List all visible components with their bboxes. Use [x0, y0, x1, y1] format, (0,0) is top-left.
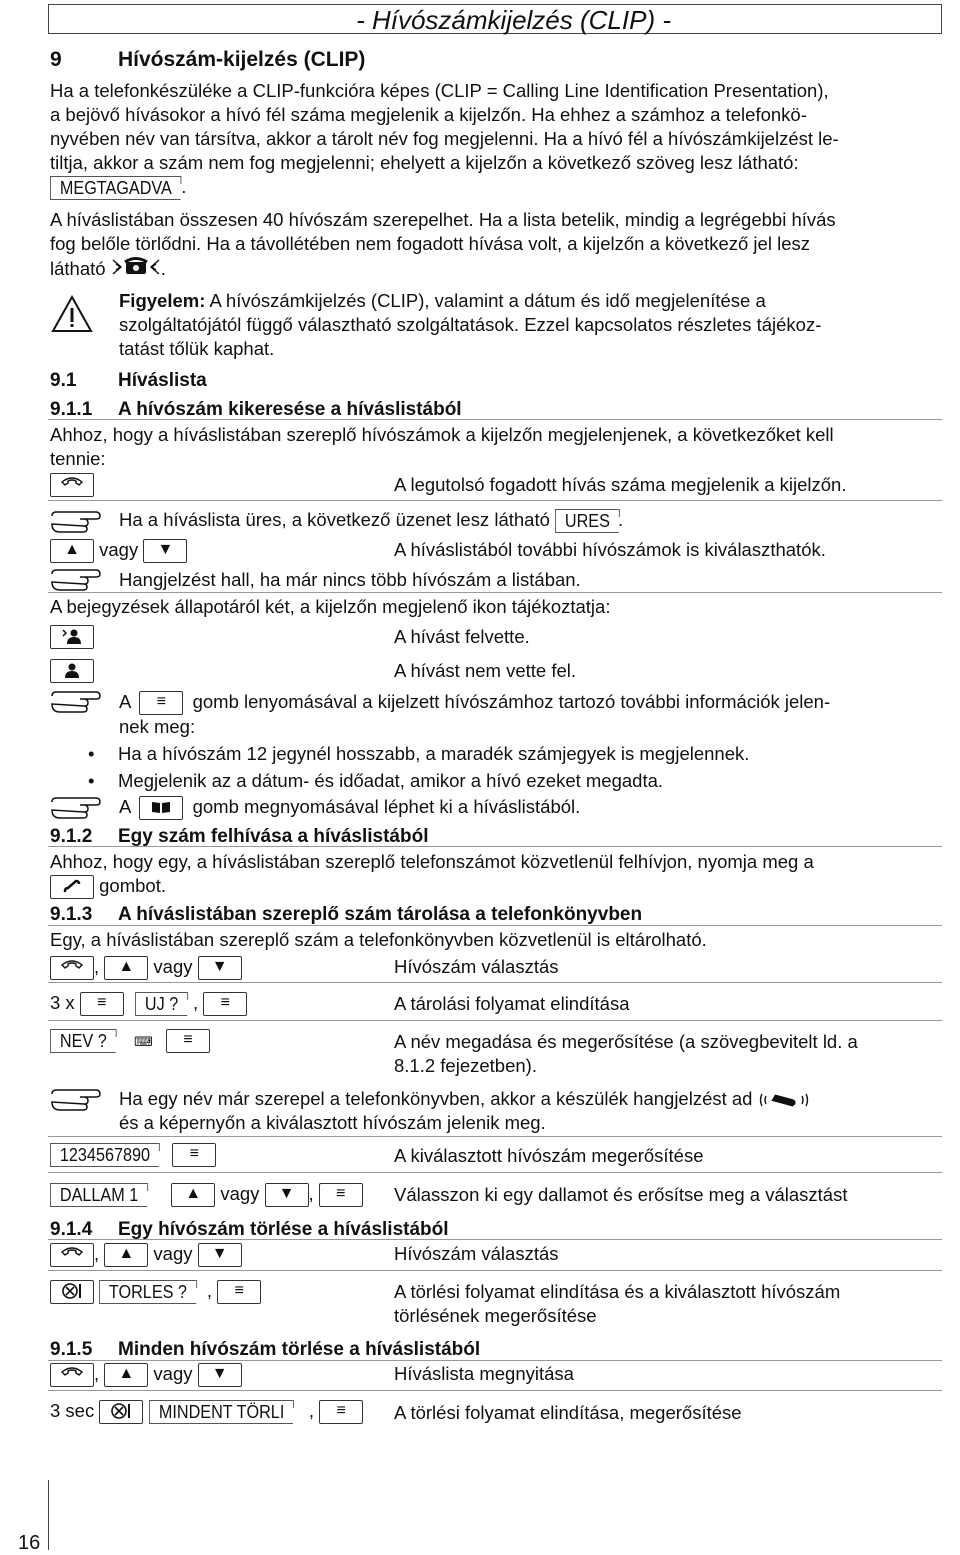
note-name-exists: Ha egy név már szerepel a telefonkönyvben, akkor a készülék hangjelzést ad és a képernyőn a kiválasztott hívószám jelenik meg.: [119, 1087, 944, 1135]
pointing-hand-icon: [50, 794, 110, 820]
missed-text: A hívást nem vette fel.: [394, 660, 577, 681]
divider: [48, 592, 942, 593]
section-9-paragraph-1: Ha a telefonkészüléke a CLIP-funkcióra képes (CLIP = Calling Line Identification Presentation), a bejövő hívásokor a hívó fél száma megjelenik a kijelzőn. Ha ehhez a számhoz a telefonkö- nyvében név van társítva, akkor a tárolt név fog megjelenni. Ha a hívó fél a hívószámkijelzést le- tiltja, akkor a szám nem fog megjelenni; ehelyett a kijelzőn a következő szöveg lesz látható:: [50, 80, 839, 173]
up-key-icon[interactable]: ▲: [104, 1243, 148, 1267]
calllist-key-icon[interactable]: [50, 956, 94, 980]
last-call-text: A legutolsó fogadott hívás száma megjelenik a kijelzőn.: [394, 474, 847, 495]
divider: [48, 1270, 942, 1271]
pointing-hand-icon: [50, 1086, 110, 1112]
up-key-icon[interactable]: ▲: [104, 956, 148, 980]
name-desc: A név megadása és megerősítése (a szövegbevitelt ld. a 8.1.2 fejezetben).: [394, 1031, 858, 1076]
note-list-empty: Ha a híváslista üres, a következő üzenet lesz látható URES .: [119, 509, 624, 532]
down-key-icon[interactable]: ▼: [198, 1243, 242, 1267]
section-9-paragraph-2: A híváslistában összesen 40 hívószám szerepelhet. Ha a lista betelik, mindig a legrégebbi hívás fog belőle törlődni. Ha a távollétében nem fogadott hívása volt, a kijelzőn a következő jel lesz látható .: [50, 208, 945, 284]
calllist-key-icon[interactable]: [50, 1243, 94, 1267]
delete-key-icon[interactable]: [50, 1280, 94, 1304]
menu-key-icon[interactable]: ≡: [80, 992, 124, 1016]
page-number: 16: [18, 1532, 41, 1554]
display-text-megtagadva: MEGTAGADVA: [50, 176, 181, 200]
delete-desc: A törlési folyamat elindítása és a kiválasztott hívószám törlésének megerősítése: [394, 1281, 841, 1326]
delete-all-desc: A törlési folyamat elindítása, megerősítése: [394, 1402, 742, 1423]
melody-desc: Válasszon ki egy dallamot és erősítse meg a választást: [394, 1184, 848, 1205]
menu-key-icon[interactable]: ≡: [172, 1143, 216, 1167]
select-number-text: Hívószám választás: [394, 1243, 559, 1264]
section-9-1-heading: 9.1 Híváslista: [50, 370, 207, 391]
open-list-text: Híváslista megnyitása: [394, 1363, 574, 1384]
pointing-hand-icon: [50, 566, 110, 592]
display-text-mindent-torli: MINDENT TÖRLI: [149, 1400, 293, 1424]
display-text-torles: TORLES ?: [99, 1280, 196, 1304]
divider: [48, 1172, 942, 1173]
divider: [48, 419, 942, 420]
section-9-1-2-heading: 9.1.2 Egy szám felhívása a híváslistából: [50, 826, 429, 847]
warning-text: Figyelem: A hívószámkijelzés (CLIP), valamint a dátum és idő megjelenítése a szolgáltatójától függő választható szolgáltatások. Ezzel kapcsolatos részletes tájékoz- tatást tőlük kaphat.: [119, 290, 822, 359]
missed-call-status-icon: [50, 659, 94, 683]
warning-icon: [50, 294, 94, 339]
divider: [48, 1239, 942, 1240]
divider: [48, 500, 942, 501]
menu-key-icon[interactable]: ≡: [319, 1183, 363, 1207]
section-9-1-1-intro: Ahhoz, hogy a híváslistában szereplő hívószámok a kijelzőn megjelenjenek, a következőket kell tennie:: [50, 424, 834, 469]
up-key-icon[interactable]: ▲: [171, 1183, 215, 1207]
calllist-key-icon[interactable]: [50, 473, 94, 497]
phonebook-key-icon[interactable]: [139, 796, 183, 820]
more-numbers-text: A híváslistából további hívószámok is kiválaszthatók.: [394, 539, 826, 560]
bullet-date-time: • Megjelenik az a dátum- és időadat, amikor a hívó ezeket megadta.: [88, 770, 664, 791]
delete-key-icon[interactable]: [99, 1400, 143, 1424]
bullet-long-number: • Ha a hívószám 12 jegynél hosszabb, a maradék számjegyek is megjelennek.: [88, 743, 750, 764]
pointing-hand-icon: [50, 688, 110, 714]
answered-call-icon: [50, 625, 94, 649]
missed-call-icon: [111, 256, 161, 284]
display-text-nev: NEV ?: [50, 1029, 116, 1053]
page-header: [48, 4, 942, 34]
down-key-icon[interactable]: ▼: [198, 1363, 242, 1387]
calllist-key-icon[interactable]: [50, 1363, 94, 1387]
divider: [48, 846, 942, 847]
down-key-icon[interactable]: ▼: [143, 539, 187, 563]
confirm-number-text: A kiválasztott hívószám megerősítése: [394, 1145, 704, 1166]
pointing-hand-icon: [50, 508, 110, 534]
divider: [48, 982, 942, 983]
section-9-1-5-heading: 9.1.5 Minden hívószám törlése a híváslistából: [50, 1339, 481, 1360]
page-margin-line: [48, 1480, 49, 1550]
menu-key-icon[interactable]: ≡: [217, 1280, 261, 1304]
down-key-icon[interactable]: ▼: [265, 1183, 309, 1207]
note-exit: A gomb megnyomásával léphet ki a híváslistából.: [119, 795, 580, 820]
select-number-text: Hívószám választás: [394, 956, 559, 977]
section-9-1-4-heading: 9.1.4 Egy hívószám törlése a híváslistából: [50, 1219, 449, 1240]
divider: [48, 1020, 942, 1021]
menu-key-icon[interactable]: ≡: [319, 1400, 363, 1424]
status-intro: A bejegyzések állapotáról két, a kijelzőn megjelenő ikon tájékoztatja:: [50, 596, 611, 617]
start-store-text: A tárolási folyamat elindítása: [394, 993, 630, 1014]
section-9-1-3-paragraph: Egy, a híváslistában szereplő szám a telefonkönyvben közvetlenül is eltárolható.: [50, 929, 707, 950]
menu-key-icon[interactable]: ≡: [203, 992, 247, 1016]
section-9-1-2-paragraph: Ahhoz, hogy egy, a híváslistában szereplő telefonszámot közvetlenül felhívjon, nyomja meg a gombot.: [50, 850, 945, 899]
display-text-uj: UJ ?: [135, 992, 187, 1016]
divider: [48, 1136, 942, 1137]
keypad-icon: ⌨: [134, 1034, 153, 1049]
talk-key-icon[interactable]: [50, 875, 94, 899]
ring-tone-icon: [758, 1088, 810, 1109]
answered-text: A hívást felvette.: [394, 626, 530, 647]
display-text-dallam: DALLAM 1: [50, 1183, 147, 1207]
divider: [48, 1390, 942, 1391]
menu-key-icon[interactable]: ≡: [139, 691, 183, 715]
up-key-icon[interactable]: ▲: [50, 539, 94, 563]
section-9-1-3-heading: 9.1.3 A híváslistában szereplő szám tárolása a telefonkönyvben: [50, 904, 643, 925]
header-title: - Hívószámkijelzés (CLIP) -: [356, 5, 671, 35]
section-9-heading: 9 Hívószám-kijelzés (CLIP): [50, 48, 366, 71]
menu-key-icon[interactable]: ≡: [166, 1029, 210, 1053]
up-key-icon[interactable]: ▲: [104, 1363, 148, 1387]
divider: [48, 1360, 942, 1361]
display-text-ures: URES: [555, 509, 619, 533]
down-key-icon[interactable]: ▼: [198, 956, 242, 980]
display-blocked-row: MEGTAGADVA .: [50, 176, 195, 200]
display-text-number: 1234567890: [50, 1143, 159, 1167]
divider: [48, 925, 942, 926]
section-9-1-1-heading: 9.1.1 A hívószám kikeresése a híváslistából: [50, 399, 462, 420]
note-no-more: Hangjelzést hall, ha már nincs több hívószám a listában.: [119, 569, 581, 590]
note-menu-info: A ≡ gomb lenyomásával a kijelzett hívószámhoz tartozó további információk jelen- nek meg:: [119, 691, 831, 738]
